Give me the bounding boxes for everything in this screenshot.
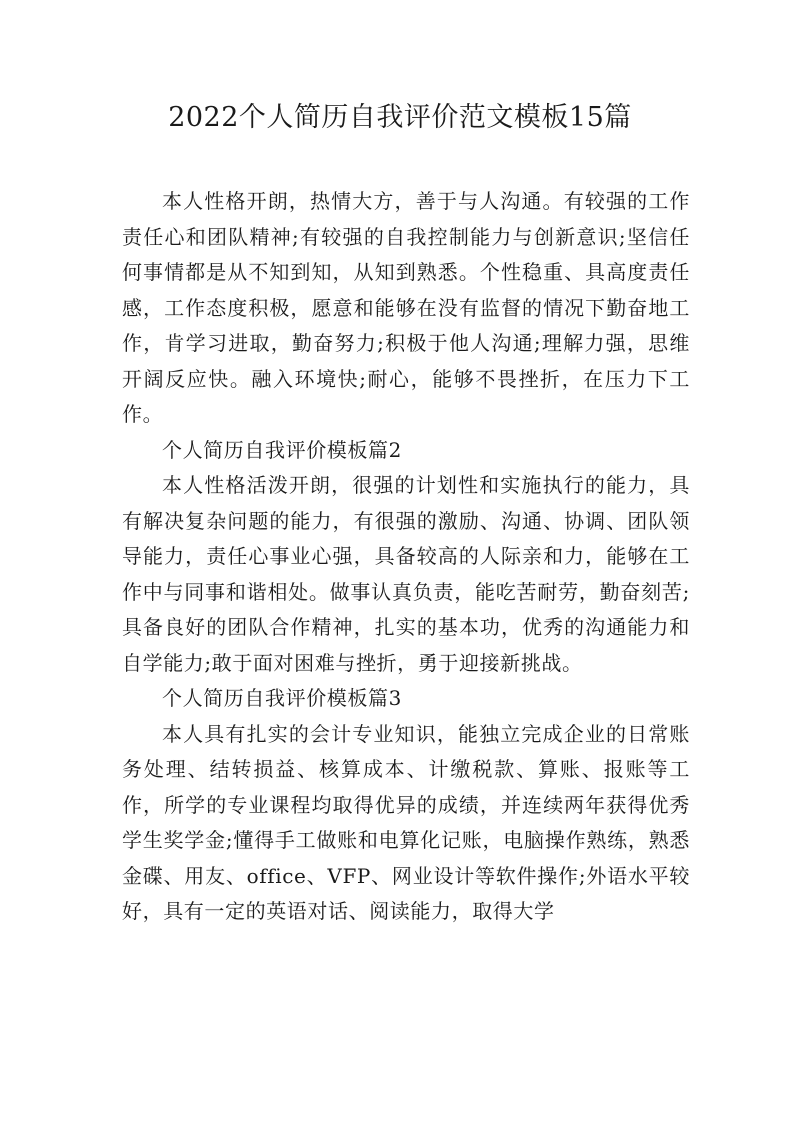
document-title: 2022个人简历自我评价范文模板15篇 [168, 102, 632, 133]
document-body [122, 184, 690, 930]
section-3-heading: 个人简历自我评价模板篇3 [162, 686, 402, 710]
section-3-paragraph: 本人具有扎实的会计专业知识，能独立完成企业的日常账务处理、结转损益、核算成本、计缴税款、算账、报账等工作，所学的专业课程均取得优异的成绩，并连续两年获得优秀学生奖学金;懂得手工做账和电算化记账，电脑操作熟练，熟悉金碟、用友、office、VFP、网业设计等软件操作;外语水平较好，具有一定的英语对话、阅读能力，取得大学 [122, 721, 690, 923]
section-2-paragraph: 本人性格活泼开朗，很强的计划性和实施执行的能力，具有解决复杂问题的能力，有很强的激励、沟通、协调、团队领导能力，责任心事业心强，具备较高的人际亲和力，能够在工作中与同事和谐相处。做事认真负责，能吃苦耐劳，勤奋刻苦;具备良好的团队合作精神，扎实的基本功，优秀的沟通能力和自学能力;敢于面对困难与挫折，勇于迎接新挑战。 [122, 473, 690, 675]
section-2-heading: 个人简历自我评价模板篇2 [162, 437, 402, 462]
section-1-paragraph: 本人性格开朗，热情大方，善于与人沟通。有较强的工作责任心和团队精神;有较强的自我控制能力与创新意识;坚信任何事情都是从不知到知，从知到熟悉。个性稳重、具高度责任感，工作态度积极，愿意和能够在没有监督的情况下勤奋地工作，肯学习进取，勤奋努力;积极于他人沟通;理解力强，思维开阔反应快。融入环境快;耐心，能够不畏挫折，在压力下工作。 [122, 189, 690, 426]
